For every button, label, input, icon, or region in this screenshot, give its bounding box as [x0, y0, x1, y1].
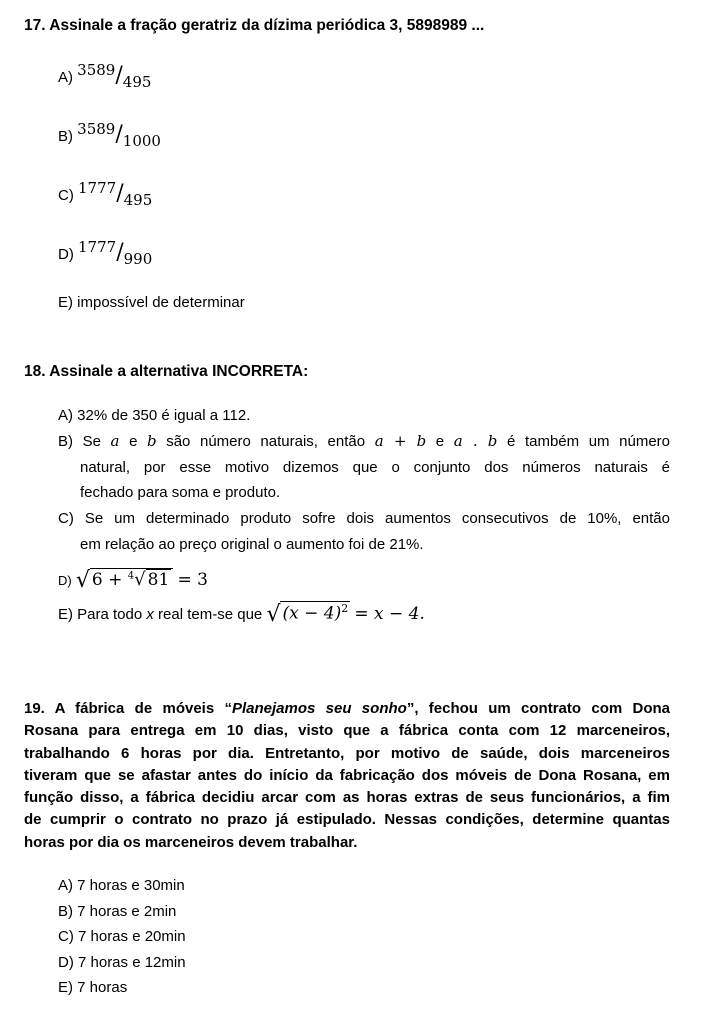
- equation-result: = x − 4.: [354, 604, 425, 624]
- q19-option-b[interactable]: B) 7 horas e 2min: [58, 903, 177, 920]
- q17-option-e[interactable]: E) impossível de determinar: [58, 294, 245, 311]
- q19-line: Rosana para entrega em 10 dias, visto que a fábrica conta com 12 marceneiros,: [24, 722, 670, 740]
- q19-line: trabalhando 6 horas por dia. Entretanto, por motivo de saúde, dois marceneiros: [24, 744, 670, 762]
- exponent: 2: [341, 602, 349, 616]
- root-index: 4: [127, 570, 135, 582]
- option-letter: D): [58, 573, 72, 588]
- sqrt-symbol-inner: √: [134, 569, 146, 590]
- sqrt-radicand: $(x - 4)^2$: [282, 602, 349, 624]
- fraction-slash: /: [116, 240, 124, 265]
- inner-radicand: 81: [147, 570, 170, 590]
- company-slogan: Planejamos seu sonho: [231, 700, 407, 717]
- q17-option-c[interactable]: [58, 179, 153, 209]
- q18-option-b-line1: B) Se a e b são número naturais, então a + b e a . b é também um número: [58, 432, 670, 450]
- sqrt-symbol: √: [75, 568, 90, 593]
- q19-option-c[interactable]: C) 7 horas e 20min: [58, 928, 186, 945]
- fraction-slash: /: [116, 181, 124, 206]
- option-letter: A): [58, 69, 73, 86]
- fraction-numerator: 1777: [78, 179, 117, 197]
- q19-option-d[interactable]: D) 7 horas e 12min: [58, 954, 186, 971]
- q18-option-e[interactable]: E) Para todo x real tem-se que √ $(x - 4)^2 = x - 4$.: [58, 602, 425, 627]
- q19-statement: [24, 698, 670, 854]
- sqrt-radicand: 6 + $^4$√ 81: [90, 568, 173, 590]
- option-letter: C): [58, 187, 74, 204]
- q18-title: 18. Assinale a alternativa INCORRETA:: [24, 363, 309, 380]
- fraction-slash: /: [115, 122, 123, 147]
- option-letter: B): [58, 128, 73, 145]
- q17-title: 17. Assinale a fração geratriz da dízima periódica 3, 5898989 ...: [24, 17, 485, 34]
- fraction-slash: /: [115, 63, 123, 88]
- fraction-denominator: 495: [123, 191, 153, 209]
- q18-option-b-line2: natural, por esse motivo dizemos que o conjunto dos números naturais é: [80, 458, 670, 476]
- q18-option-b-line3: fechado para soma e produto.: [80, 484, 281, 501]
- q19-line: 19. A fábrica de móveis “Planejamos seu sonho”, fechou um contrato com Dona: [24, 700, 671, 717]
- fraction-denominator: 495: [122, 73, 152, 91]
- q18-option-c-line2: em relação ao preço original o aumento foi de 21%.: [80, 535, 424, 553]
- q19-line: horas por dia os marceneiros devem trabalhar.: [24, 833, 358, 851]
- sqrt-symbol: √: [266, 602, 281, 627]
- fraction-numerator: 3589: [77, 61, 116, 79]
- q18-option-a[interactable]: A) 32% de 350 é igual a 112.: [58, 407, 251, 424]
- q19-option-a[interactable]: A) 7 horas e 30min: [58, 877, 185, 894]
- q19-option-e[interactable]: E) 7 horas: [58, 979, 128, 996]
- fraction-denominator: 1000: [122, 132, 161, 150]
- q19-line: função disso, a fábrica decidiu arcar com as horas extras de seus funcionários, a fim: [24, 789, 670, 807]
- option-letter: D): [58, 246, 74, 263]
- fraction-numerator: 3589: [77, 120, 116, 138]
- q17-option-d[interactable]: [58, 238, 153, 268]
- q18-option-c[interactable]: [58, 506, 670, 557]
- q18-option-c-line1: C) Se um determinado produto sofre dois aumentos consecutivos de 10%, então: [58, 510, 670, 527]
- q19-line: de cumprir o contrato no prazo já estipulado. Nessas condições, determine quantas: [24, 811, 670, 829]
- q17-option-b[interactable]: [58, 120, 161, 150]
- fraction-numerator: 1777: [78, 238, 117, 256]
- equation-result: = 3: [177, 570, 208, 590]
- q18-option-b[interactable]: [58, 429, 670, 506]
- q17-option-a[interactable]: [58, 61, 152, 91]
- q19-line: tiveram que se afastar antes do início da fabricação dos móveis de Dona Rosana, em: [24, 766, 670, 784]
- fraction-denominator: 990: [123, 250, 153, 268]
- q18-option-d[interactable]: [58, 566, 208, 591]
